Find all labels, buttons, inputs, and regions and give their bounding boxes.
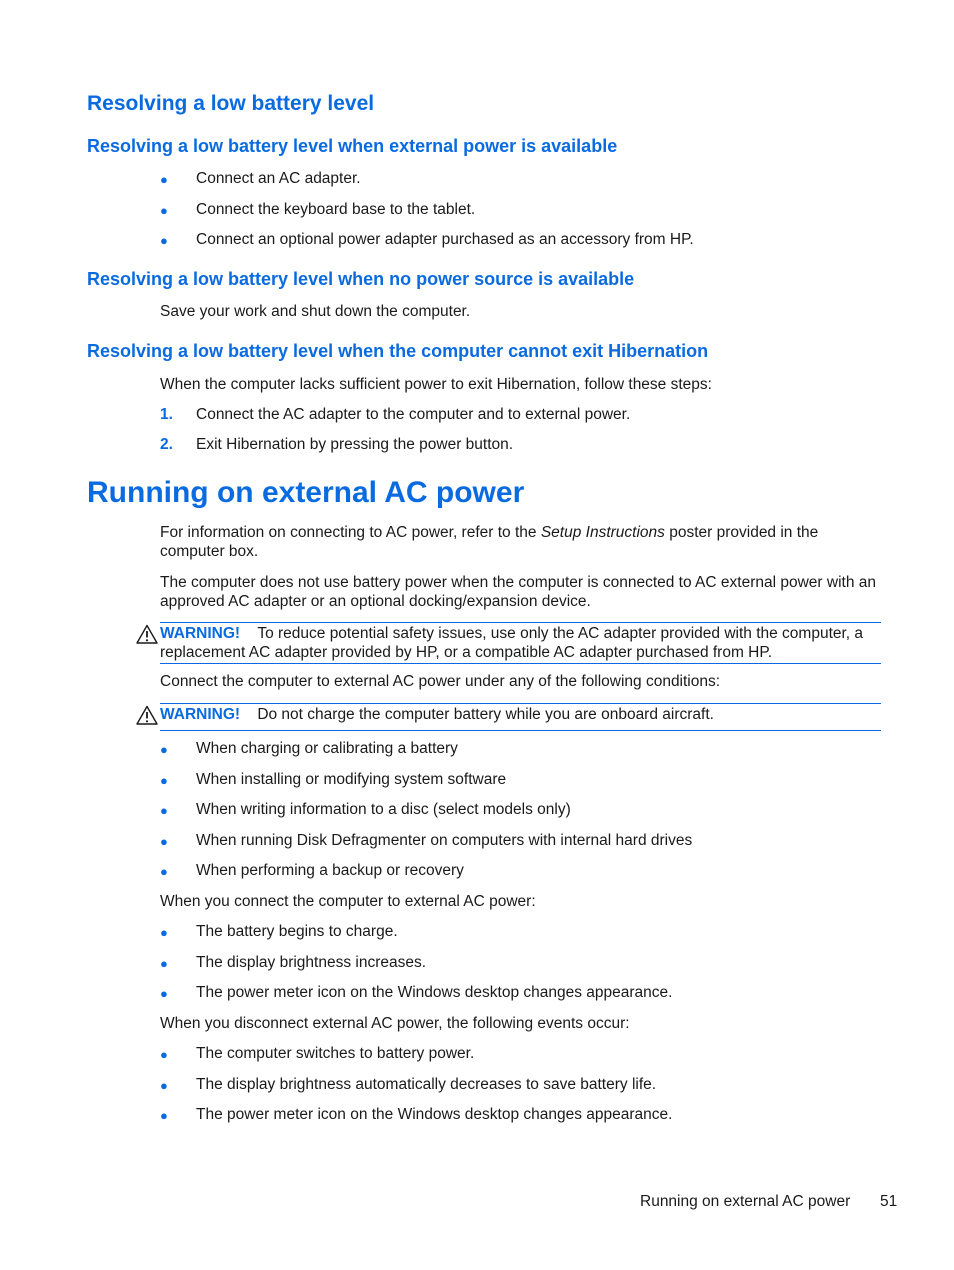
list-item: Connect the keyboard base to the tablet. [196,201,476,218]
page-number: 51 [880,1193,898,1210]
paragraph-disconnect-intro: When you disconnect external AC power, the following events occur: [160,1015,630,1032]
subsection-title-no-power: Resolving a low battery level when no power source is available [87,269,635,289]
list-item: The battery begins to charge. [196,923,398,940]
main-title: Running on external AC power [87,476,525,509]
list-item: The power meter icon on the Windows desktop changes appearance. [196,1106,673,1123]
bullet-icon: ● [160,834,168,849]
bullet-icon: ● [160,864,168,879]
list-item: Connect an optional power adapter purchased as an accessory from HP. [196,231,694,248]
warning-content [160,624,881,662]
bullet-icon: ● [160,1078,168,1093]
paragraph-setup-info [160,523,882,561]
warning-text: To reduce potential safety issues, use only the AC adapter provided with the computer, a replacement AC adapter provided by HP, or a compatible AC adapter purchased from HP. [160,625,864,661]
bullet-icon: ● [160,925,168,940]
paragraph-battery-power: The computer does not use battery power when the computer is connected to AC external power with an approved AC adapter or an optional docking/expansion device. [160,574,876,610]
warning-label: WARNING! [160,706,241,723]
bullet-icon: ● [160,986,168,1001]
warning-text: Do not charge the computer battery while you are onboard aircraft. [257,706,714,723]
section-title: Resolving a low battery level [87,92,375,115]
step-number: 1. [160,406,173,423]
step-text: Connect the AC adapter to the computer and to external power. [196,406,631,423]
list-item: The computer switches to battery power. [196,1045,475,1062]
list-item: Connect an AC adapter. [196,170,361,187]
paragraph-text: poster provided in the computer box. [160,524,819,560]
bullet-icon: ● [160,1108,168,1123]
list-item: The display brightness automatically decreases to save battery life. [196,1076,657,1093]
paragraph-connect-intro: When you connect the computer to external AC power: [160,893,536,910]
subsection-title-external-power: Resolving a low battery level when external power is available [87,136,618,156]
step-text: Exit Hibernation by pressing the power button. [196,436,514,453]
bullet-icon: ● [160,233,168,248]
list-item: When writing information to a disc (select models only) [196,801,571,818]
paragraph-text: For information on connecting to AC power, refer to the [160,524,541,541]
warning-box [160,703,881,731]
list-item: When running Disk Defragmenter on computers with internal hard drives [196,832,693,849]
list-item: When charging or calibrating a battery [196,740,458,757]
warning-triangle-icon [136,624,158,644]
subsection-title-hibernation: Resolving a low battery level when the computer cannot exit Hibernation [87,341,709,361]
document-reference: Setup Instructions [540,524,665,541]
bullet-icon: ● [160,203,168,218]
list-item: When performing a backup or recovery [196,862,464,879]
bullet-icon: ● [160,742,168,757]
warning-triangle-icon [136,705,158,725]
list-item: When installing or modifying system software [196,771,507,788]
footer-section-title: Running on external AC power [640,1193,851,1210]
bullet-icon: ● [160,803,168,818]
bullet-icon: ● [160,1047,168,1062]
bullet-icon: ● [160,956,168,971]
warning-content [160,705,881,724]
list-item: The display brightness increases. [196,954,427,971]
bullet-icon: ● [160,172,168,187]
step-number: 2. [160,436,173,453]
warning-label: WARNING! [160,625,241,642]
paragraph: Save your work and shut down the computer. [160,303,471,320]
paragraph-conditions-intro: Connect the computer to external AC power under any of the following conditions: [160,673,721,690]
paragraph: When the computer lacks sufficient power to exit Hibernation, follow these steps: [160,376,712,393]
bullet-icon: ● [160,773,168,788]
warning-box [160,622,881,664]
list-item: The power meter icon on the Windows desktop changes appearance. [196,984,673,1001]
